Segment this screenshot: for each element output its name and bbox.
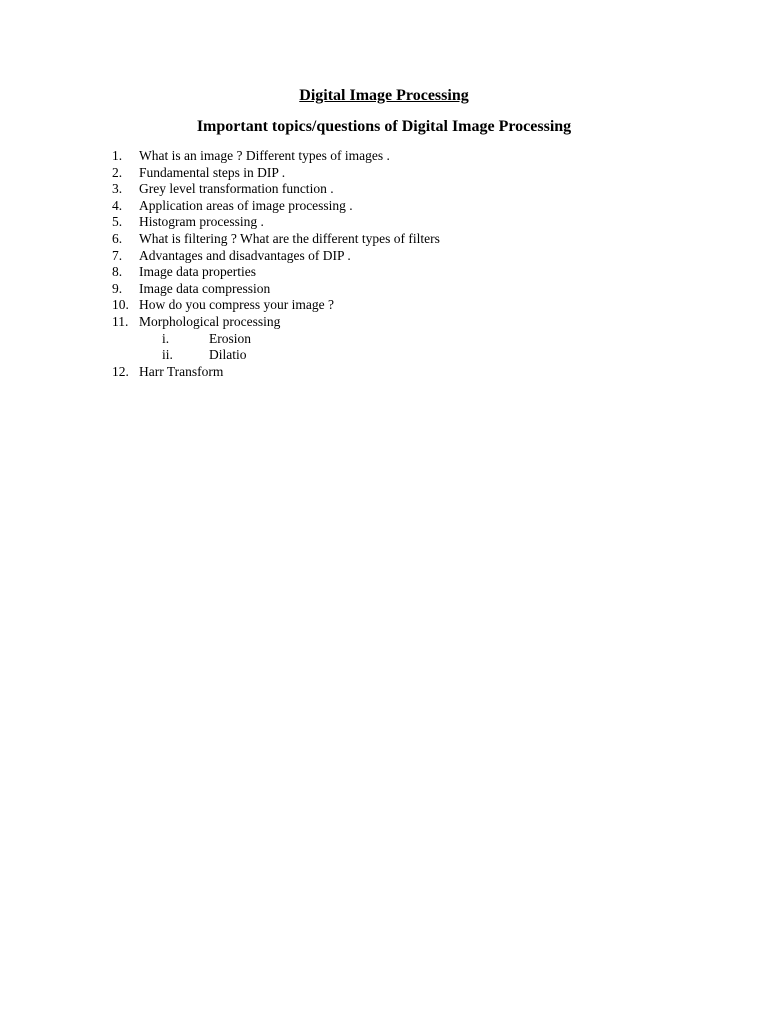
list-item — [112, 248, 672, 265]
list-item-number: 5. — [112, 214, 123, 230]
list-item — [112, 198, 672, 215]
list-item-number: 12. — [112, 363, 129, 379]
list-item — [112, 181, 672, 198]
list-item-number: 9. — [112, 280, 123, 296]
list-item-text: What is an image ? Different types of images . — [139, 148, 390, 163]
sub-list-item — [139, 331, 672, 348]
list-item — [112, 214, 672, 231]
sub-list-item-text: Dilatio — [209, 347, 247, 363]
list-item — [112, 148, 672, 165]
sub-list-item-number: i. — [162, 330, 170, 346]
list-item — [112, 314, 672, 364]
list-item — [112, 264, 672, 281]
list-item-text: Application areas of image processing . — [139, 197, 353, 213]
list-item-text: Histogram processing . — [139, 214, 264, 230]
list-item — [112, 281, 672, 298]
list-item — [112, 297, 672, 314]
list-item — [112, 165, 672, 182]
list-item — [112, 364, 672, 381]
sub-list-item — [139, 347, 672, 364]
document-subtitle: Important topics/questions of Digital Image Processing — [196, 118, 572, 135]
list-item-number: 2. — [112, 164, 123, 180]
list-item-number: 6. — [112, 230, 123, 246]
list-item-text: Fundamental steps in DIP . — [139, 164, 286, 180]
list-item-number: 3. — [112, 181, 123, 197]
list-item-number: 7. — [112, 247, 123, 263]
topic-list — [112, 148, 672, 380]
list-item-text: Harr Transform — [139, 363, 224, 379]
list-item-number: 1. — [112, 148, 123, 163]
list-item-text: Advantages and disadvantages of DIP . — [139, 247, 351, 263]
list-item-text: How do you compress your image ? — [139, 297, 334, 313]
list-item-text: What is filtering ? What are the different types of filters — [139, 230, 440, 246]
list-item-text: Grey level transformation function . — [139, 181, 334, 197]
list-item — [112, 231, 672, 248]
list-item-number: 11. — [112, 313, 129, 329]
list-item-number: 10. — [112, 297, 129, 313]
document-title: Digital Image Processing — [299, 87, 469, 104]
sub-list-item-text: Erosion — [209, 330, 251, 346]
list-item-text: Image data compression — [139, 280, 271, 296]
sub-list — [139, 331, 672, 364]
list-item-number: 8. — [112, 264, 123, 280]
list-item-text: Morphological processing — [139, 313, 281, 329]
list-item-text: Image data properties — [139, 264, 256, 280]
list-item-number: 4. — [112, 197, 123, 213]
sub-list-item-number: ii. — [162, 347, 173, 363]
